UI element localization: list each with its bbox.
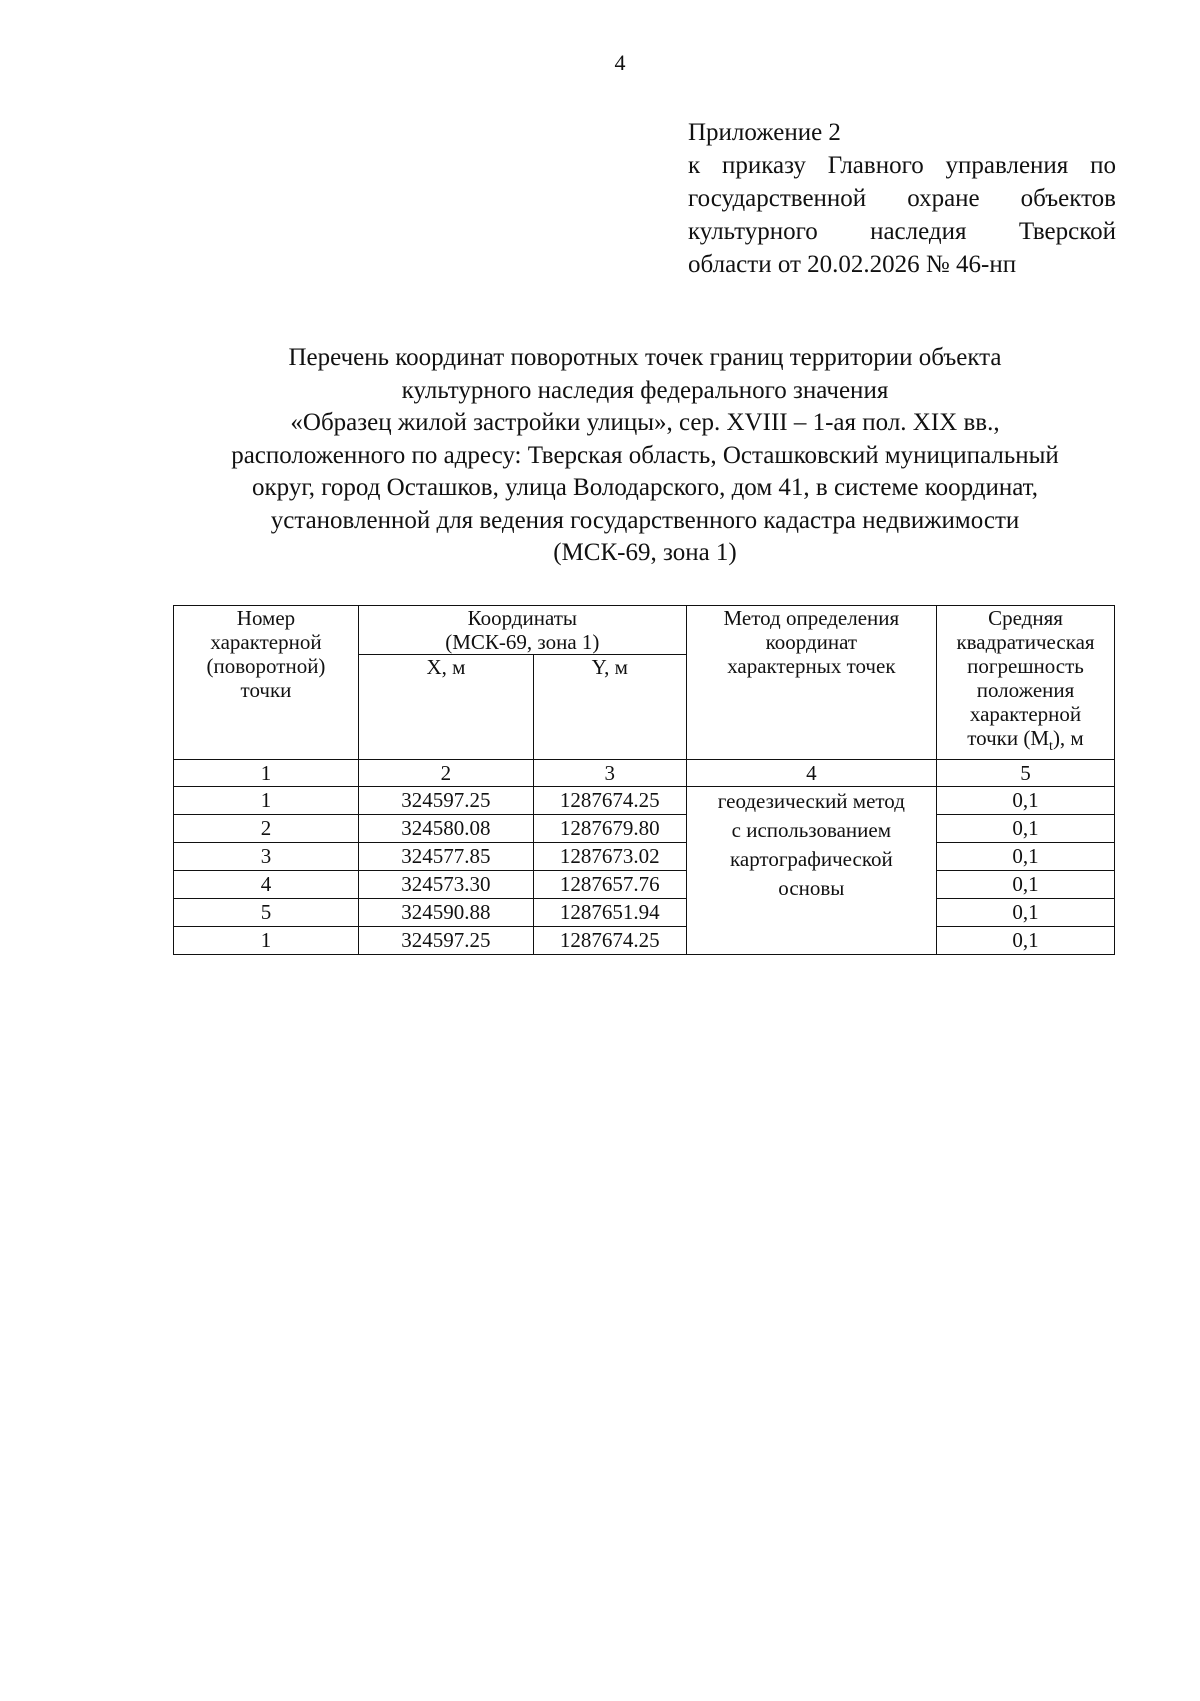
point-number-cell: 5 <box>174 899 359 927</box>
heading-line: Перечень координат поворотных точек границ территории объекта <box>288 344 1002 371</box>
page-number: 4 <box>614 50 626 75</box>
table-row <box>174 843 1115 871</box>
appendix-line: государственной охране объектов <box>688 185 1116 212</box>
x-cell: 324580.08 <box>358 815 533 843</box>
header-error-last-line: точки $(M_t)$, м <box>967 726 1084 755</box>
header-x: X, м <box>358 655 533 760</box>
header-point-number: Номер характерной (поворотной) точки <box>174 606 359 760</box>
y-cell: 1287673.02 <box>533 843 686 871</box>
table-row <box>174 871 1115 899</box>
error-cell: 0,1 <box>937 787 1115 815</box>
column-number: 4 <box>686 760 936 787</box>
error-cell: 0,1 <box>937 843 1115 871</box>
heading-line: установленной для ведения государственного кадастра недвижимости <box>270 506 1020 534</box>
column-number: 1 <box>174 760 359 787</box>
column-number-row <box>174 760 1115 787</box>
point-number-cell: 1 <box>174 787 359 815</box>
table-row <box>174 899 1115 927</box>
appendix-line: к приказу Главного управления по <box>688 152 1116 179</box>
point-number-cell: 4 <box>174 871 359 899</box>
table-row <box>174 787 1115 815</box>
document-heading <box>170 342 1120 570</box>
heading-line: «Образец жилой застройки улицы», сер. XVIII – 1-ая пол. XIX вв., <box>290 409 1000 436</box>
error-cell: 0,1 <box>937 815 1115 843</box>
appendix-block <box>688 116 1116 281</box>
y-cell: 1287679.80 <box>533 815 686 843</box>
heading-line: культурного наследия федерального значения <box>401 376 889 404</box>
table-row <box>174 927 1115 955</box>
header-y: Y, м <box>533 655 686 760</box>
heading-line: (МСК-69, зона 1) <box>553 539 737 566</box>
method-cell: геодезический метод с использованием картографической основы <box>686 787 936 955</box>
appendix-line: культурного наследия Тверской <box>688 218 1116 245</box>
point-number-cell: 3 <box>174 843 359 871</box>
y-cell: 1287674.25 <box>533 787 686 815</box>
y-cell: 1287651.94 <box>533 899 686 927</box>
point-number-cell: 1 <box>174 927 359 955</box>
x-cell: 324573.30 <box>358 871 533 899</box>
coordinates-table <box>173 605 1115 955</box>
x-cell: 324590.88 <box>358 899 533 927</box>
error-cell: 0,1 <box>937 899 1115 927</box>
column-number: 3 <box>533 760 686 787</box>
heading-line: округ, город Осташков, улица Володарского, дом 41, в системе координат, <box>252 474 1038 501</box>
header-mean-error: Средняя квадратическая погрешность положения характерной точки $(M_t)$, м <box>937 606 1115 760</box>
error-cell: 0,1 <box>937 871 1115 899</box>
header-method: Метод определения координат характерных точек <box>686 606 936 760</box>
table-row <box>174 815 1115 843</box>
point-number-cell: 2 <box>174 815 359 843</box>
heading-line: расположенного по адресу: Тверская область, Осташковский муниципальный <box>231 441 1059 469</box>
error-cell: 0,1 <box>937 927 1115 955</box>
column-number: 5 <box>937 760 1115 787</box>
x-cell: 324597.25 <box>358 787 533 815</box>
appendix-line: области от 20.02.2026 № 46-нп <box>688 251 1017 278</box>
x-cell: 324597.25 <box>358 927 533 955</box>
table-header-row <box>174 606 1115 655</box>
header-coordinates: Координаты (МСК-69, зона 1) <box>358 606 686 655</box>
y-cell: 1287674.25 <box>533 927 686 955</box>
column-number: 2 <box>358 760 533 787</box>
x-cell: 324577.85 <box>358 843 533 871</box>
y-cell: 1287657.76 <box>533 871 686 899</box>
appendix-title: Приложение 2 <box>688 119 841 146</box>
